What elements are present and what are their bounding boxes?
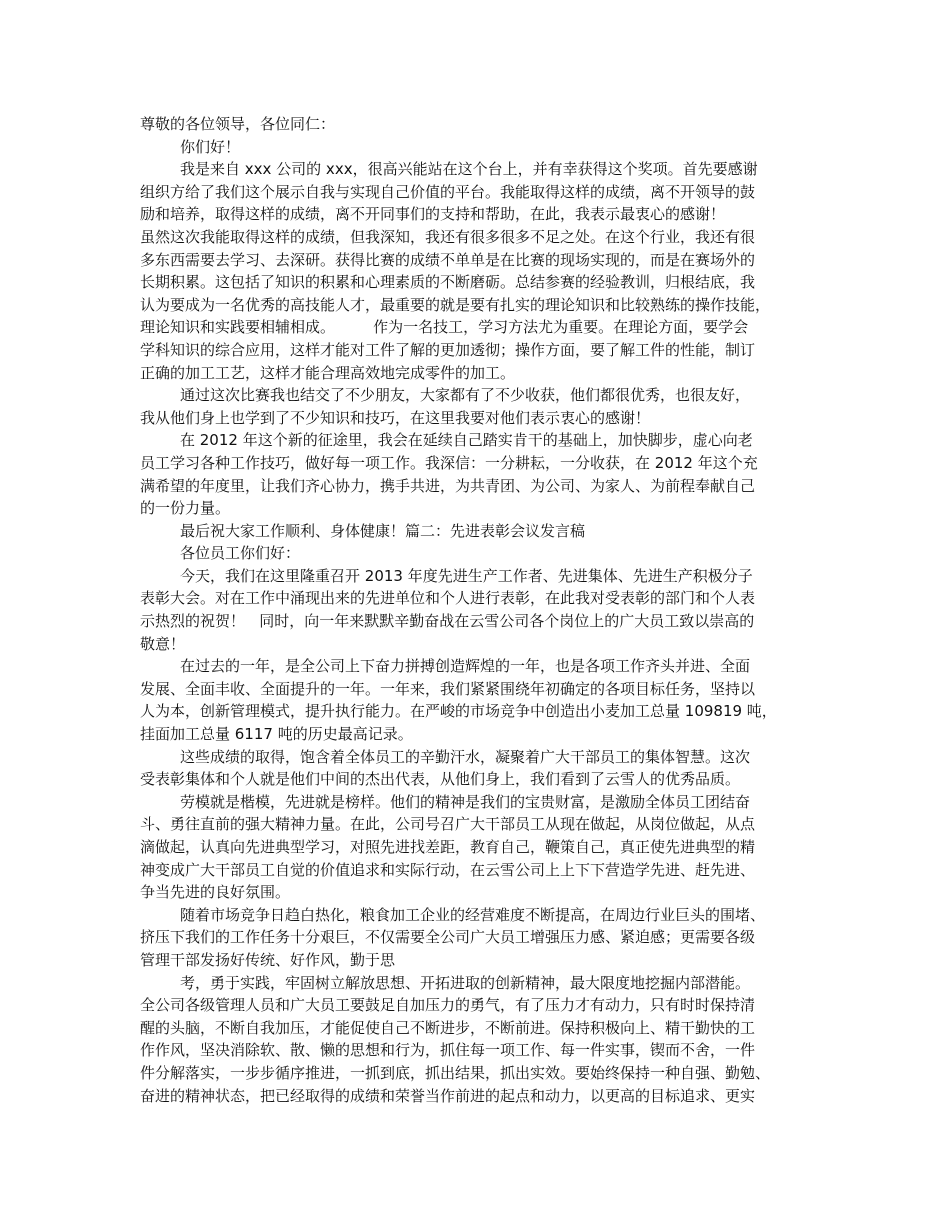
text-line: 劳模就是楷模，先进就是榜样。他们的精神是我们的宝贵财富，是激励全体员工团结奋 [180,792,751,811]
text-line: 理论知识和实践要相辅相成。 作为一名技工，学习方法尤为重要。在理论方面，要学会 [140,318,749,337]
text-line: 敬意！ [140,634,186,653]
text-line: 在过去的一年，是全公司上下奋力拼搏创造辉煌的一年，也是各项工作齐头并进、全面 [180,657,751,676]
text-line: 争当先进的良好氛围。 [140,883,291,902]
text-line: 在 2012 年这个新的征途里，我会在延续自己踏实肯干的基础上，加快脚步，虚心向老 [180,431,753,450]
text-line: 挤压下我们的工作任务十分艰巨，不仅需要全公司广大员工增强压力感、紧迫感；更需要各级 [140,928,756,947]
text-line: 我是来自 xxx 公司的 xxx，很高兴能站在这个台上，并有幸获得这个奖项。首先要感谢 [180,160,758,179]
text-line: 各位员工你们好： [180,544,301,563]
text-line: 励和培养，取得这样的成绩，离不开同事们的支持和帮助，在此，我表示最衷心的感谢！ [140,205,726,224]
text-line: 挂面加工总量 6117 吨的历史最高记录。 [140,725,413,744]
text-line: 奋进的精神状态，把已经取得的成绩和荣誉当作前进的起点和动力，以更高的目标追求、更实 [140,1086,756,1105]
text-line: 全公司各级管理人员和广大员工要鼓足自加压力的勇气，有了压力才有动力，只有时时保持清 [140,996,756,1015]
text-line: 表彰大会。对在工作中涌现出来的先进单位和个人进行表彰，在此我对受表彰的部门和个人表 [140,589,756,608]
text-line: 学科知识的综合应用，这样才能对工件了解的更加透彻；操作方面，要了解工件的性能，制订 [140,340,756,359]
text-line: 满希望的年度里，让我们齐心协力，携手共进，为共青团、为公司、为家人、为前程奉献自己 [140,476,756,495]
text-line: 的一份力量。 [140,499,231,518]
text-line: 管理干部发扬好传统、好作风，勤于思 [140,950,396,969]
text-line: 正确的加工工艺，这样才能合理高效地完成零件的加工。 [140,363,516,382]
text-line: 作作风，坚决消除软、散、懒的思想和行为，抓住每一项工作、每一件实事，锲而不舍，一件 [140,1041,756,1060]
text-line: 多东西需要去学习、去深研。获得比赛的成绩不单单是在比赛的现场实现的，而是在赛场外的 [140,250,756,269]
text-line: 通过这次比赛我也结交了不少朋友，大家都有了不少收获，他们都很优秀，也很友好， [180,386,751,405]
text-line: 件分解落实，一步步循序推进，一抓到底，抓出结果，抓出实效。要始终保持一种自强、勤勉、 [140,1063,771,1082]
text-line: 我从他们身上也学到了不少知识和技巧，在这里我要对他们表示衷心的感谢！ [140,408,651,427]
text-line: 示热烈的祝贺！ 同时，向一年来默默辛勤奋战在云雪公司各个岗位上的广大员工致以崇高的 [140,612,755,631]
text-line: 醒的头脑，不断自我加压，才能促使自己不断进步，不断前进。保持积极向上、精干勤快的工 [140,1018,756,1037]
text-line: 神变成广大干部员工自觉的价值追求和实际行动，在云雪公司上上下下营造学先进、赶先进、 [140,860,756,879]
text-line: 虽然这次我能取得这样的成绩，但我深知，我还有很多很多不足之处。在这个行业，我还有很 [140,227,756,246]
text-line: 这些成绩的取得，饱含着全体员工的辛勤汗水，凝聚着广大干部员工的集体智慧。这次 [180,747,751,766]
text-line: 最后祝大家工作顺利、身体健康！篇二：先进表彰会议发言稿 [180,521,586,540]
text-line: 滴做起，认真向先进典型学习，对照先进找差距，教育自己，鞭策自己，真正使先进典型的精 [140,838,756,856]
text-line: 员工学习各种工作技巧，做好每一项工作。我深信：一分耕耘，一分收获，在 2012 年这个充 [140,453,758,472]
text-line: 随着市场竞争日趋白热化，粮食加工企业的经营难度不断提高，在周边行业巨头的围堵、 [180,905,766,924]
text-line: 今天，我们在这里隆重召开 2013 年度先进生产工作者、先进集体、先进生产积极分子 [180,566,753,585]
text-line: 发展、全面丰收、全面提升的一年。一年来，我们紧紧围绕年初确定的各项目标任务，坚持以 [140,679,756,698]
document-page [140,113,820,1107]
text-line: 考，勇于实践，牢固树立解放思想、开拓进取的创新精神，最大限度地挖掘内部潜能。 [180,973,751,992]
text-line: 斗、勇往直前的强大精神力量。在此，公司号召广大干部员工从现在做起，从岗位做起，从点 [140,815,756,834]
text-line: 你们好！ [180,137,241,156]
text-line: 受表彰集体和个人就是他们中间的杰出代表，从他们身上，我们看到了云雪人的优秀品质。 [140,770,741,789]
text-line: 长期积累。这包括了知识的积累和心理素质的不断磨砺。总结参赛的经验教训，归根结底，我 [140,273,756,292]
text-line: 认为要成为一名优秀的高技能人才，最重要的就是要有扎实的理论知识和比较熟练的操作技能， [140,295,771,314]
text-line: 组织方给了我们这个展示自我与实现自己价值的平台。我能取得这样的成绩，离不开领导的鼓 [140,182,756,201]
text-line: 人为本，创新管理模式，提升执行能力。在严峻的市场竞争中创造出小麦加工总量 109819 吨， [140,702,777,721]
text-line: 尊敬的各位领导，各位同仁： [140,115,336,133]
